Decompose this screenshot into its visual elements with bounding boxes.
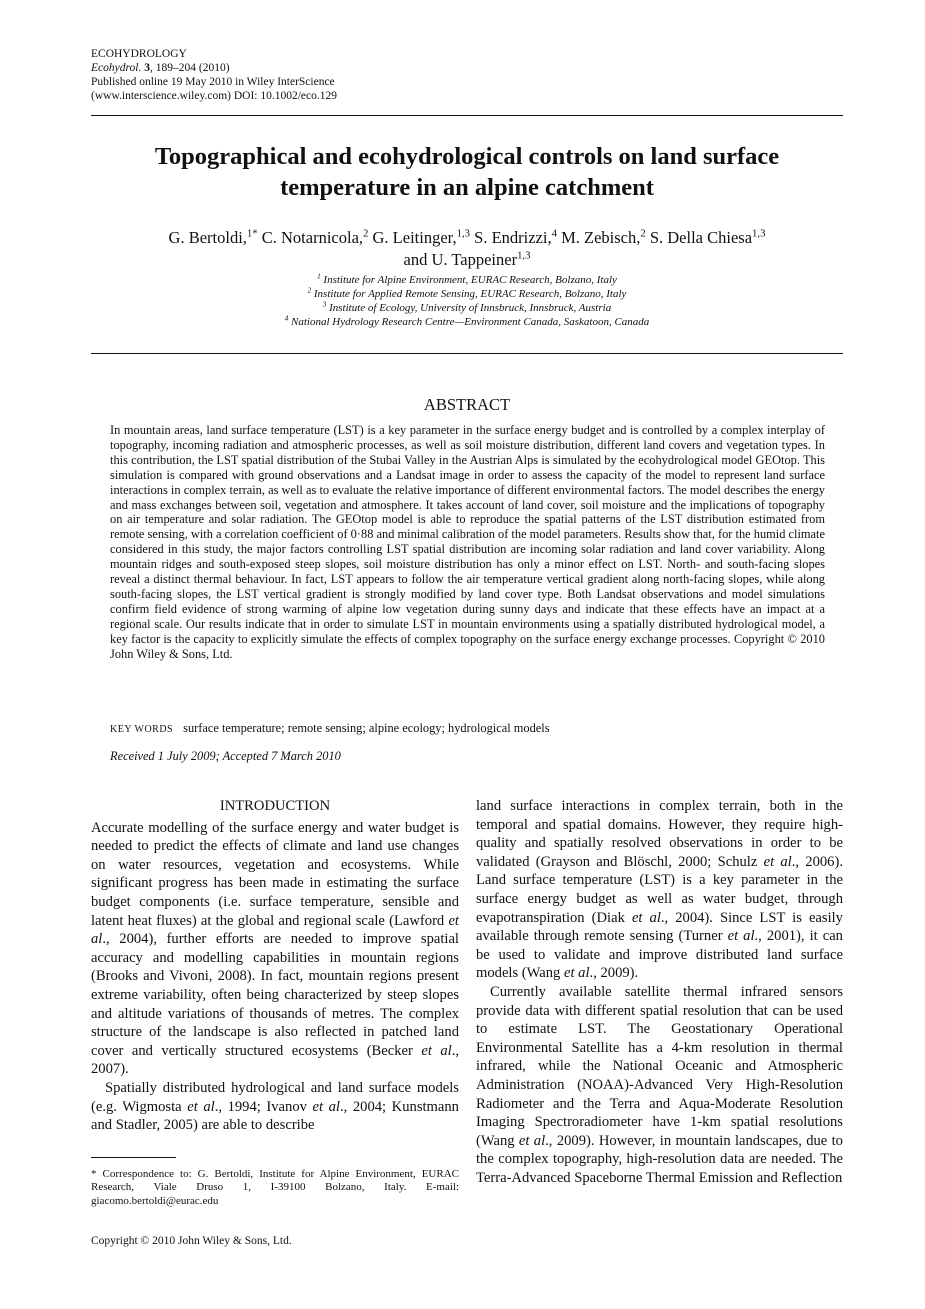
- keywords: [110, 721, 550, 736]
- keywords-label: KEY WORDS: [110, 724, 174, 735]
- published-line: Published online 19 May 2010 in Wiley InterScience: [91, 76, 335, 88]
- abstract-heading: ABSTRACT: [423, 395, 511, 414]
- affiliation-rule: [91, 353, 843, 354]
- author-list: G. Bertoldi,$^{1*}$ C. Notarnicola,$^2$ G. Leitinger,$^{1,3}$ S. Endrizzi,$^4$ M. Zebisch,$^2$ S. Della Chiesa$^{1,3}$ and U. Tappeiner$^{1,3}$: [168, 227, 766, 269]
- doi-line[interactable]: (www.interscience.wiley.com) DOI: 10.1002/eco.129: [91, 90, 338, 102]
- paragraph: Spatially distributed hydrological and land surface models (e.g. Wigmosta et al., 1994; Ivanov et al., 2004; Kunstmann and Stadler, 2005) are able to describe: [91, 1079, 459, 1134]
- paragraph: Currently available satellite thermal infrared sensors provide data with different spatial resolution that can be used to estimate LST. The Geostationary Operational Environmental Satellite has a 4-km resolution in thermal infrared, while the National Oceanic and Atmospheric Administration (NOAA)-Advanced Very High-Resolution Radiometer and the Terra and Aqua-Moderate Resolution Imaging Spectroradiometer have 1-km spatial resolutions (Wang et al., 2009). However, in mountain landscapes, due to the complex topography, high-resolution data are needed. The Terra-Advanced Spaceborne Thermal Emission and Reflection: [476, 983, 843, 1186]
- journal-citation: Ecohydrol. 3, 189–204 (2010): [91, 62, 230, 74]
- affiliation: $^2$ Institute for Applied Remote Sensing, EURAC Research, Bolzano, Italy: [307, 286, 627, 300]
- keywords-list: surface temperature; remote sensing; alpine ecology; hydrological models: [183, 721, 550, 735]
- paragraph: land surface interactions in complex terrain, both in the temporal and spatial domains. However, they require high-quality and spatially resolved observations in order to be validated (Grayson and Blöschl, 2000; Schulz et al., 2006). Land surface temperature (LST) is a key parameter in the surface energy budget as well as water budget, through evapotranspiration (Diak et al., 2004). Since LST is easily available through remote sensing (Turner et al., 2001), it can be used to validate and improve distributed land surface models (Wang et al., 2009).: [476, 798, 843, 982]
- abstract-text: In mountain areas, land surface temperature (LST) is a key parameter in the surface energy budget and is controlled by a complex interplay of topography, incoming radiation and atmospheric processes, as well as soil moisture distribution, different land covers and vegetation types. In this contribution, the LST spatial distribution of the Stubai Valley in the Austrian Alps is simulated by the ecohydrological model GEOtop. This simulation is compared with ground observations and a Landsat image in order to assess the capacity of the model to represent land surface interactions in complex terrain, as well as to evaluate the relative importance of different environmental factors. The model describes the energy and mass exchanges between soil, vegetation and atmosphere. It takes account of land cover, soil moisture and the implications of topography on air temperature and solar radiation. The GEOtop model is able to reproduce the spatial patterns of the LST distribution estimated from remote sensing, with a correlation coefficient of 0·88 and minimal calibration of the model parameters. Results show that, for the humid climate considered in this study, the major factors controlling LST spatial distribution are incoming solar radiation and land cover variability. Along mountain ridges and south-exposed steep slopes, soil moisture distribution has only a minor effect on LST. North- and south-facing slopes reveal a distinct thermal behaviour. In fact, LST appears to follow the air temperature vertical gradient along north-facing slopes, while along south-facing slopes, the LST vertical gradient is strongly modified by land cover type. Both Landsat observations and model simulations confirm field evidence of strong warming of alpine low vegetation during sunny days and indicate that these effects have an impact at a regional scale. Our results indicate that in order to simulate LST in mountain environments using a spatially distributed hydrological model, a key factor is the capacity to explicitly simulate the effects of complex topography on the surface energy exchange processes. Copyright © 2010 John Wiley & Sons, Ltd.: [110, 423, 825, 661]
- paragraph: Accurate modelling of the surface energy and water budget is needed to predict the effects of climate and land use changes on water resources, vegetation and ecosystems. While significant progress has been made in estimating the surface budget components (i.e. surface temperature, sensible and latent heat fluxes) at the global and regional scale (Lawford et al., 2004), further efforts are needed to improve spatial accuracy and modelling capabilities in mountain regions (Brooks and Vivoni, 2008). In fact, mountain regions present extreme variability, often being characterized by steep slopes and altitude variations of thousands of metres. The complex structure of the landscape is also reflected in patched land cover and vertically structured ecosystems (Becker et al., 2007).: [91, 819, 459, 1078]
- footnote-rule: [91, 1157, 176, 1158]
- paper-title: Topographical and ecohydrological controls on land surface temperature in an alpine catchment: [154, 143, 780, 201]
- affiliation: $^1$ Institute for Alpine Environment, EURAC Research, Bolzano, Italy: [317, 272, 617, 286]
- journal-name: ECOHYDROLOGY: [91, 48, 187, 60]
- affiliation: $^3$ Institute of Ecology, University of Innsbruck, Innsbruck, Austria: [322, 300, 612, 314]
- correspondence-footnote: * Correspondence to: G. Bertoldi, Institute for Alpine Environment, EURAC Research, Viale Druso 1, I-39100 Bolzano, Italy. E-mail: giacomo.bertoldi@eurac.edu: [91, 1168, 459, 1207]
- copyright: Copyright © 2010 John Wiley & Sons, Ltd.: [91, 1235, 292, 1247]
- affiliations: [91, 273, 843, 329]
- header-rule: [91, 115, 843, 116]
- journal-header: [91, 47, 337, 103]
- received-dates: Received 1 July 2009; Accepted 7 March 2010: [110, 749, 341, 763]
- right-column: [476, 797, 843, 1187]
- left-column: [91, 797, 459, 1135]
- introduction-heading: INTRODUCTION: [219, 798, 331, 814]
- affiliation: $^4$ National Hydrology Research Centre—Environment Canada, Saskatoon, Canada: [284, 314, 650, 328]
